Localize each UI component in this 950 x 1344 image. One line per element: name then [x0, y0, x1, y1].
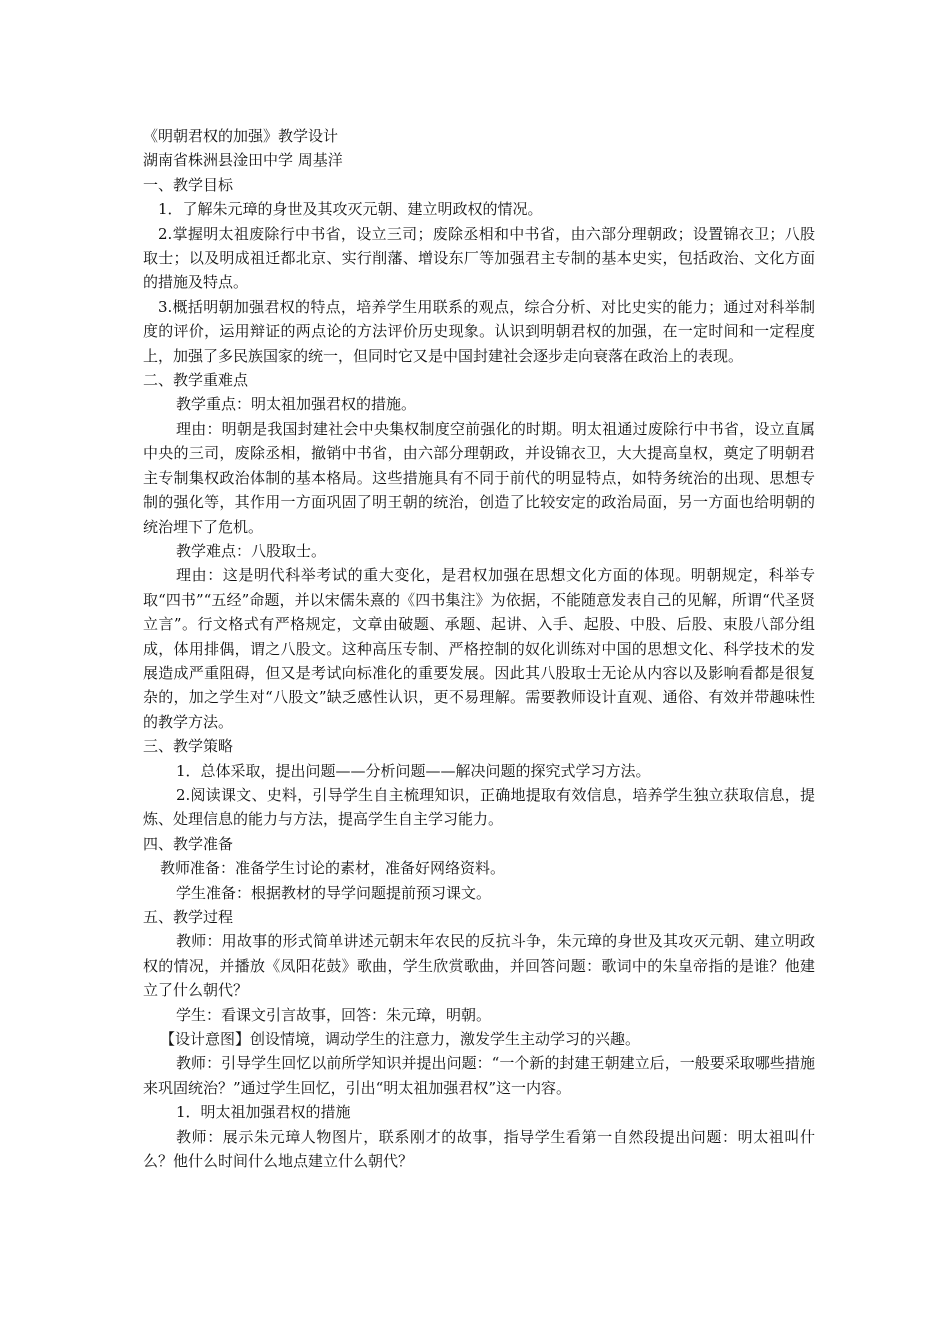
difficult-point-reason: 理由：这是明代科举考试的重大变化，是君权加强在思想文化方面的体现。明朝规定，科举专取“四书”“五经”命题，并以宋儒朱熹的《四书集注》为依据，不能随意发表自己的见解，所谓“代圣贤立言”。行文格式有严格规定，文章由破题、承题、起讲、入手、起股、中股、后股、束股八部分组成，体用排偶，谓之八股文。这种高压专制、严格控制的奴化训练对中国的思想文化、科学技术的发展造成严重阻碍，但又是考试向标准化的重要发展。因此其八股取士无论从内容以及影响看都是很复杂的，加之学生对“八股文”缺乏感性认识，更不易理解。需要教师设计直观、通俗、有效并带趣味性的教学方法。: [143, 566, 815, 731]
process-paragraph: 教师：引导学生回忆以前所学知识并提出问题：“一个新的封建王朝建立后，一般要采取哪些措施来巩固统治？”通过学生回忆，引出“明太祖加强君权”这一内容。: [143, 1054, 815, 1097]
teacher-preparation: 教师准备：准备学生讨论的素材，准备好网络资料。: [160, 859, 506, 878]
section-heading-preparation: 四、教学准备: [143, 834, 234, 853]
process-paragraph: 教师：展示朱元璋人物图片，联系刚才的故事，指导学生看第一自然段提出问题：明太祖叫什么？他什么时间什么地点建立什么朝代？: [143, 1127, 815, 1171]
student-preparation: 学生准备：根据教材的导学问题提前预习课文。: [176, 883, 492, 902]
strategy-item-1: 1．总体采取，提出问题——分析问题——解决问题的探究式学习方法。: [176, 761, 651, 780]
section-heading-key-points: 二、教学重难点: [143, 371, 249, 390]
difficult-point: 教学难点：八股取士。: [176, 541, 327, 560]
process-paragraph: 学生：看课文引言故事，回答：朱元璋，明朝。: [176, 1005, 492, 1024]
section-heading-process: 五、教学过程: [143, 908, 234, 926]
section-heading-strategy: 三、教学策略: [143, 737, 234, 756]
document-author: 湖南省株洲县淦田中学 周基洋: [143, 151, 343, 170]
section-heading-objectives: 一、教学目标: [143, 175, 234, 194]
objective-item-1: 1．了解朱元璋的身世及其攻灭元朝、建立明政权的情况。: [158, 200, 543, 219]
objective-item-2: 2.掌握明太祖废除行中书省，设立三司；废除丞相和中书省，由六部分理朝政；设置锦衣卫；八股取士；以及明成祖迁都北京、实行削藩、增设东厂等加强君主专制的基本史实，包括政治、文化方面的措施及特点。: [143, 224, 815, 292]
process-paragraph: 教师：用故事的形式简单讲述元朝末年农民的反抗斗争，朱元璋的身世及其攻灭元朝、建立明政权的情况，并播放《凤阳花鼓》歌曲，学生欣赏歌曲，并回答问题：歌词中的朱皇帝指的是谁？他建立了什么朝代？: [143, 932, 815, 1000]
subsection-heading: 1．明太祖加强君权的措施: [176, 1103, 351, 1122]
key-point: 教学重点：明太祖加强君权的措施。: [176, 395, 417, 414]
document-page: [143, 124, 815, 1173]
objective-item-3: 3.概括明朝加强君权的特点，培养学生用联系的观点，综合分析、对比史实的能力；通过对科举制度的评价，运用辩证的两点论的方法评价历史现象。认识到明朝君权的加强，在一定时间和一定程度上，加强了多民族国家的统一，但同时它又是中国封建社会逐步走向衰落在政治上的表现。: [143, 297, 815, 365]
design-intent: 【设计意图】创设情境，调动学生的注意力，激发学生主动学习的兴趣。: [160, 1030, 641, 1049]
strategy-item-2: 2.阅读课文、史料，引导学生自主梳理知识，正确地提取有效信息，培养学生独立获取信息，提炼、处理信息的能力与方法，提高学生自主学习能力。: [143, 785, 815, 829]
document-title: 《明朝君权的加强》教学设计: [143, 127, 339, 145]
key-point-reason: 理由：明朝是我国封建社会中央集权制度空前强化的时期。明太祖通过废除行中书省，设立直属中央的三司，废除丞相，撤销中书省，由六部分理朝政，并设锦衣卫，大大提高皇权，奠定了明朝君主专制集权政治体制的基本格局。这些措施具有不同于前代的明显特点，如特务统治的出现、思想专制的强化等，其作用一方面巩固了明王朝的统治，创造了比较安定的政治局面，另一方面也给明朝的统治埋下了危机。: [143, 419, 815, 536]
